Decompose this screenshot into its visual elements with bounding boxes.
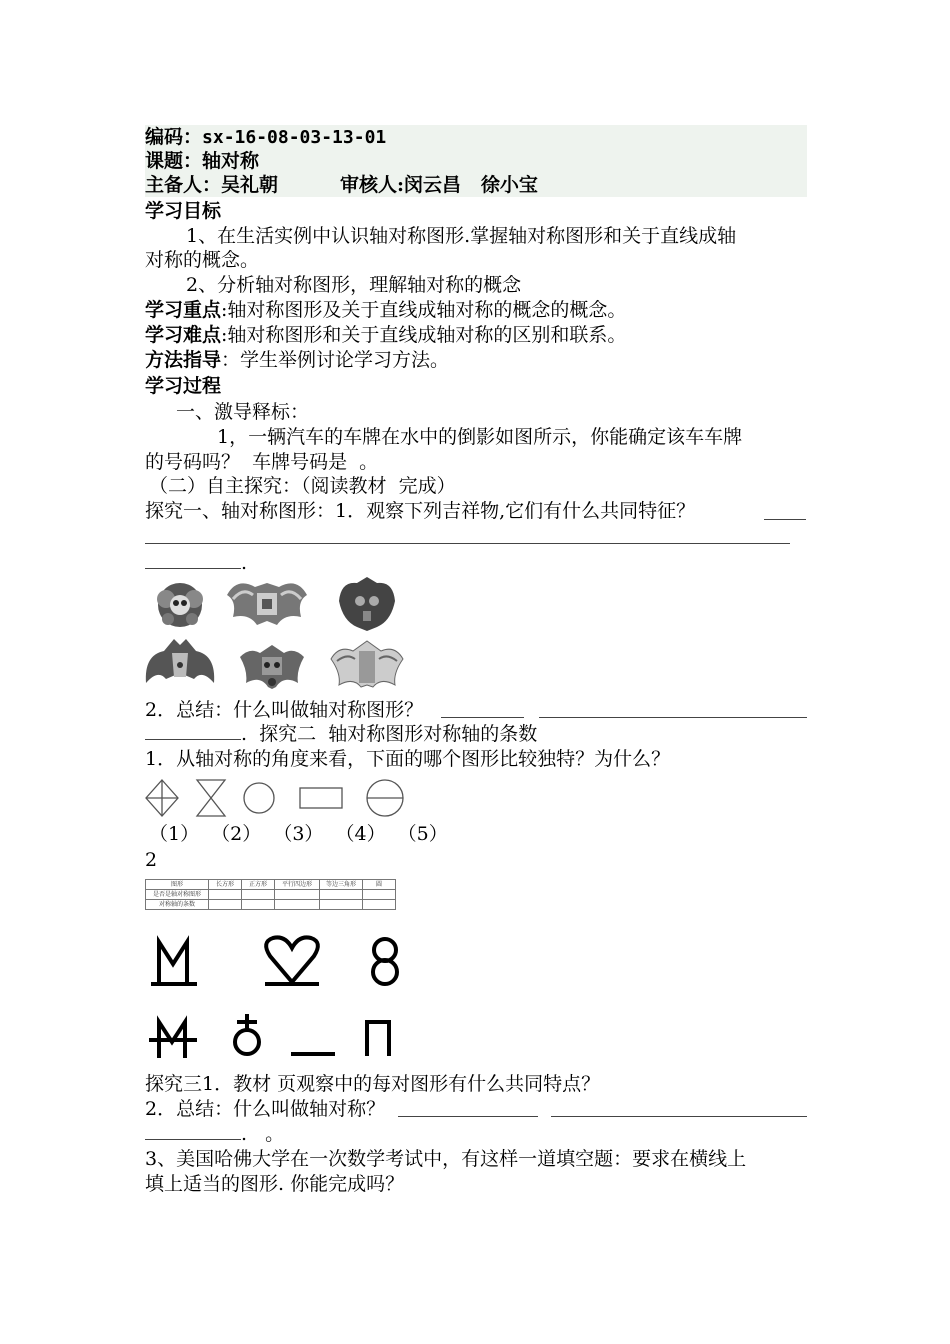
- goal-item-1b: 对称的概念。: [145, 249, 260, 271]
- code-value: sx-16-08-03-13-01: [202, 127, 387, 148]
- answer-line: [398, 1116, 538, 1117]
- key-point-label: 学习重点: [145, 299, 222, 321]
- table-row: [146, 900, 396, 910]
- table-header-row: [146, 880, 396, 890]
- goal-item-2: 2、分析轴对称图形，理解轴对称的概念: [186, 274, 522, 296]
- difficulty-label: 学习难点: [145, 324, 222, 346]
- mascot-4-icon: [146, 639, 214, 683]
- key-point-text: :轴对称图形及关于直线成轴对称的概念的概念。: [221, 299, 627, 321]
- answer-blank: [145, 552, 241, 569]
- explore-3: 探究三1．教材 页观察中的每对图形有什么共同特点？: [145, 1073, 601, 1095]
- table-header-cell: 长方形: [209, 880, 242, 890]
- summary-2: 2．总结：什么叫做轴对称？: [145, 1098, 386, 1120]
- symbol-figures: [145, 930, 415, 1065]
- table-cell[interactable]: [363, 890, 396, 900]
- rectangle-shape-icon: [300, 788, 342, 808]
- author-line: [145, 173, 807, 197]
- table-header-cell: 圆: [363, 880, 396, 890]
- rhombus-shape-icon: [146, 780, 178, 816]
- mascot-images: [145, 580, 415, 695]
- shape-labels: （1） （2） （3） （4） （5）: [149, 823, 448, 845]
- mascot-1-icon: [157, 583, 203, 627]
- circle-with-line-shape-icon: [367, 780, 403, 816]
- mascot-6-icon: [331, 641, 403, 687]
- answer-tail-1: [145, 551, 247, 575]
- reviewer-label: 审核人:: [340, 174, 405, 196]
- answer-line: [539, 717, 807, 718]
- period: .: [241, 552, 248, 574]
- table-cell[interactable]: [320, 900, 363, 910]
- summary-1: 2．总结：什么叫做轴对称图形？: [145, 699, 424, 721]
- symbol-eight-icon: [373, 939, 397, 984]
- mascot-2-icon: [227, 583, 307, 625]
- code-label: 编码：: [145, 126, 203, 148]
- method-line: [145, 348, 449, 372]
- code-line: [145, 125, 807, 150]
- number-2: 2: [145, 849, 158, 871]
- explore-1: 探究一、轴对称图形：1．观察下列吉祥物,它们有什么共同特征？: [145, 500, 696, 522]
- answer-line: [145, 543, 790, 544]
- goals-heading: 学习目标: [145, 200, 222, 222]
- five-shapes: [145, 778, 415, 820]
- question-unique: 1．从轴对称的角度来看，下面的哪个图形比较独特？为什么？: [145, 748, 671, 770]
- answer-line: [441, 717, 524, 718]
- summary-2-end: . 。: [241, 1123, 285, 1145]
- question-1b: 的号码吗？ 车牌号码是 。: [145, 451, 379, 473]
- topic-value: 轴对称: [202, 150, 260, 172]
- author-label: 主备人：: [145, 174, 222, 196]
- difficulty-text: :轴对称图形和关于直线成轴对称的区别和联系。: [221, 324, 627, 346]
- table-cell[interactable]: [363, 900, 396, 910]
- table-cell[interactable]: [320, 890, 363, 900]
- symbol-circle-stem-icon: [235, 1016, 259, 1054]
- table-cell[interactable]: [275, 900, 320, 910]
- symbol-m-strike-icon: [151, 1022, 195, 1056]
- table-cell: 是否是轴对称图形: [146, 890, 209, 900]
- answer-line: [551, 1116, 807, 1117]
- hourglass-shape-icon: [197, 780, 225, 816]
- table-row: [146, 890, 396, 900]
- difficulty-line: [145, 323, 626, 347]
- table-cell[interactable]: [275, 890, 320, 900]
- process-heading: 学习过程: [145, 375, 222, 397]
- table-header-cell: 图形: [146, 880, 209, 890]
- table-cell[interactable]: [209, 890, 242, 900]
- table-header-cell: 平行四边形: [275, 880, 320, 890]
- topic-label: 课题：: [145, 150, 203, 172]
- author-value: 吴礼朝: [221, 174, 279, 196]
- method-label: 方法指导: [145, 349, 222, 371]
- topic-line: [145, 149, 807, 173]
- symmetry-table: [145, 879, 396, 910]
- method-text: ：学生举例讨论学习方法。: [221, 349, 450, 371]
- harvard-question-a: 3、美国哈佛大学在一次数学考试中，有这样一道填空题：要求在横线上: [145, 1148, 747, 1170]
- explore-2-title: . 探究二 轴对称图形对称轴的条数: [241, 723, 538, 745]
- key-point-line: [145, 298, 626, 322]
- summary-2-tail: [145, 1122, 284, 1146]
- answer-line: [764, 519, 806, 520]
- process-intro: 一、激导释标：: [176, 401, 310, 423]
- table-cell[interactable]: [242, 890, 275, 900]
- table-cell[interactable]: [209, 900, 242, 910]
- table-header-cell: 正方形: [242, 880, 275, 890]
- mascot-3-icon: [339, 577, 395, 631]
- answer-blank: [145, 723, 241, 740]
- harvard-question-b: 填上适当的图形. 你能完成吗？: [145, 1173, 405, 1195]
- table-cell[interactable]: [242, 900, 275, 910]
- table-cell: 对称轴的条数: [146, 900, 209, 910]
- symbol-pi-icon: [367, 1022, 389, 1054]
- question-1a: 1，一辆汽车的车牌在水中的倒影如图所示，你能确定该车车牌: [217, 426, 743, 448]
- answer-blank: [145, 1123, 241, 1140]
- explore-2-line: [145, 722, 537, 746]
- goal-item-1a: 1、在生活实例中认识轴对称图形.掌握轴对称图形和关于直线成轴: [186, 225, 737, 247]
- circle-shape-icon: [244, 783, 274, 813]
- symbol-heart-bar-icon: [266, 937, 318, 984]
- table-header-cell: 等边三角形: [320, 880, 363, 890]
- symbol-m-bar-icon: [153, 942, 195, 984]
- reviewer-value: 闵云昌 徐小宝: [404, 174, 538, 196]
- mascot-5-icon: [240, 645, 304, 689]
- self-explore: （二）自主探究：（阅读教材 完成）: [149, 475, 456, 497]
